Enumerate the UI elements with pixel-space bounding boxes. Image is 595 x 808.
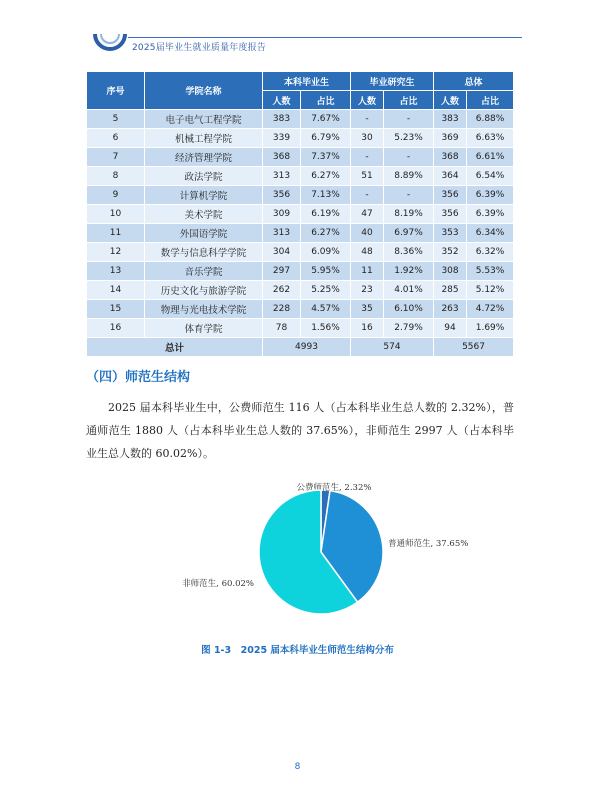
table-cell: 16 (351, 319, 384, 338)
figure-caption: 图 1-3 2025 届本科毕业生师范生结构分布 (201, 645, 394, 656)
row-number-cell: 15 (87, 300, 145, 319)
table-cell: 7.13% (301, 186, 351, 205)
college-name-cell: 数学与信息科学学院 (145, 243, 263, 262)
college-name-cell: 物理与光电技术学院 (145, 300, 263, 319)
total-value-cell: 4993 (263, 338, 351, 357)
header-sub: 人数 (434, 91, 467, 110)
table-cell: - (351, 110, 384, 129)
table-row (87, 205, 514, 224)
table-cell: - (384, 186, 434, 205)
college-name-cell: 计算机学院 (145, 186, 263, 205)
table-cell: - (384, 148, 434, 167)
college-name-cell: 美术学院 (145, 205, 263, 224)
header-college: 学院名称 (145, 72, 263, 110)
table-cell: 5.95% (301, 262, 351, 281)
pie-slice-label: 非师范生, 60.02% (182, 579, 254, 589)
row-number-cell: 7 (87, 148, 145, 167)
row-number-cell: 14 (87, 281, 145, 300)
table-row (87, 224, 514, 243)
table-cell: 6.39% (467, 186, 514, 205)
table-cell: 51 (351, 167, 384, 186)
header-sub: 占比 (467, 91, 514, 110)
table-cell: 6.61% (467, 148, 514, 167)
table-cell: 2.79% (384, 319, 434, 338)
row-number-cell: 9 (87, 186, 145, 205)
table-cell: - (351, 148, 384, 167)
header-sub: 人数 (263, 91, 301, 110)
row-number-cell: 6 (87, 129, 145, 148)
table-row (87, 243, 514, 262)
college-name-cell: 音乐学院 (145, 262, 263, 281)
total-label: 总计 (87, 338, 263, 357)
university-logo-icon (93, 30, 127, 56)
table-row (87, 319, 514, 338)
row-number-cell: 8 (87, 167, 145, 186)
table-cell: 78 (263, 319, 301, 338)
table-cell: 369 (434, 129, 467, 148)
table-cell: 368 (434, 148, 467, 167)
table-row (87, 129, 514, 148)
teacher-structure-pie-chart (0, 470, 595, 640)
table-cell: 1.69% (467, 319, 514, 338)
table-cell: 6.88% (467, 110, 514, 129)
college-name-cell: 外国语学院 (145, 224, 263, 243)
table-row (87, 148, 514, 167)
table-row (87, 167, 514, 186)
table-cell: 313 (263, 224, 301, 243)
header-sub: 占比 (301, 91, 351, 110)
college-name-cell: 机械工程学院 (145, 129, 263, 148)
table-cell: 309 (263, 205, 301, 224)
table-row (87, 262, 514, 281)
table-cell: 364 (434, 167, 467, 186)
table-cell: 4.72% (467, 300, 514, 319)
table-cell: 313 (263, 167, 301, 186)
table-cell: 308 (434, 262, 467, 281)
table-cell: 1.92% (384, 262, 434, 281)
table-cell: 7.37% (301, 148, 351, 167)
table-cell: 8.36% (384, 243, 434, 262)
table-cell: 383 (434, 110, 467, 129)
table-cell: 7.67% (301, 110, 351, 129)
header-group-overall: 总体 (434, 72, 514, 91)
college-graduates-table (86, 71, 514, 357)
row-number-cell: 11 (87, 224, 145, 243)
table-cell: 4.01% (384, 281, 434, 300)
table-cell: 6.09% (301, 243, 351, 262)
table-cell: 368 (263, 148, 301, 167)
table-cell: 48 (351, 243, 384, 262)
table-cell: 6.63% (467, 129, 514, 148)
header-sub: 占比 (384, 91, 434, 110)
row-number-cell: 16 (87, 319, 145, 338)
table-cell: 6.34% (467, 224, 514, 243)
table-cell: 6.27% (301, 224, 351, 243)
table-cell: 297 (263, 262, 301, 281)
college-name-cell: 政法学院 (145, 167, 263, 186)
table-cell: 6.79% (301, 129, 351, 148)
table-cell: - (384, 110, 434, 129)
total-row (87, 338, 514, 357)
table-cell: 5.12% (467, 281, 514, 300)
table-cell: 353 (434, 224, 467, 243)
college-name-cell: 电子电气工程学院 (145, 110, 263, 129)
table-cell: 285 (434, 281, 467, 300)
table-cell: 228 (263, 300, 301, 319)
header-group-undergrad: 本科毕业生 (263, 72, 351, 91)
table-row (87, 281, 514, 300)
page-header (0, 0, 595, 60)
table-cell: 5.53% (467, 262, 514, 281)
body-paragraph: 2025 届本科毕业生中，公费师范生 116 人（占本科毕业生总人数的 2.32%），普通师范生 1880 人（占本科毕业生总人数的 37.65%），非师范生 2997 人（占本科毕业生总人数的 60.02%）。 (86, 401, 514, 460)
table-cell: 263 (434, 300, 467, 319)
table-cell: 5.23% (384, 129, 434, 148)
table-cell: 6.10% (384, 300, 434, 319)
college-name-cell: 经济管理学院 (145, 148, 263, 167)
table-row (87, 300, 514, 319)
row-number-cell: 10 (87, 205, 145, 224)
table-row (87, 186, 514, 205)
header-rule (128, 37, 522, 38)
table-cell: 8.19% (384, 205, 434, 224)
table-cell: 6.39% (467, 205, 514, 224)
table-cell: 11 (351, 262, 384, 281)
row-number-cell: 5 (87, 110, 145, 129)
page-number: 8 (294, 762, 301, 772)
table-cell: 339 (263, 129, 301, 148)
header-sub: 人数 (351, 91, 384, 110)
table-cell: - (351, 186, 384, 205)
table-cell: 304 (263, 243, 301, 262)
table-cell: 5.25% (301, 281, 351, 300)
header-title: 2025届毕业生就业质量年度报告 (132, 43, 267, 53)
table-cell: 47 (351, 205, 384, 224)
pie-slice-label: 公费师范生, 2.32% (296, 483, 372, 493)
table-cell: 35 (351, 300, 384, 319)
table-cell: 262 (263, 281, 301, 300)
table-cell: 6.54% (467, 167, 514, 186)
table-cell: 1.56% (301, 319, 351, 338)
table-cell: 94 (434, 319, 467, 338)
header-group-postgrad: 毕业研究生 (351, 72, 434, 91)
row-number-cell: 12 (87, 243, 145, 262)
total-value-cell: 574 (351, 338, 434, 357)
table-cell: 356 (434, 186, 467, 205)
total-value-cell: 5567 (434, 338, 514, 357)
section-title: （四）师范生结构 (86, 370, 191, 385)
college-name-cell: 历史文化与旅游学院 (145, 281, 263, 300)
table-cell: 6.19% (301, 205, 351, 224)
table-cell: 356 (434, 205, 467, 224)
table-cell: 4.57% (301, 300, 351, 319)
row-number-cell: 13 (87, 262, 145, 281)
header-no: 序号 (87, 72, 145, 110)
table-cell: 352 (434, 243, 467, 262)
college-name-cell: 体育学院 (145, 319, 263, 338)
table-cell: 383 (263, 110, 301, 129)
table-cell: 40 (351, 224, 384, 243)
table-cell: 6.27% (301, 167, 351, 186)
table-row (87, 110, 514, 129)
table-cell: 8.89% (384, 167, 434, 186)
table-cell: 6.32% (467, 243, 514, 262)
table-cell: 6.97% (384, 224, 434, 243)
pie-slice-label: 普通师范生, 37.65% (388, 539, 469, 549)
table-cell: 356 (263, 186, 301, 205)
table-cell: 30 (351, 129, 384, 148)
table-cell: 23 (351, 281, 384, 300)
